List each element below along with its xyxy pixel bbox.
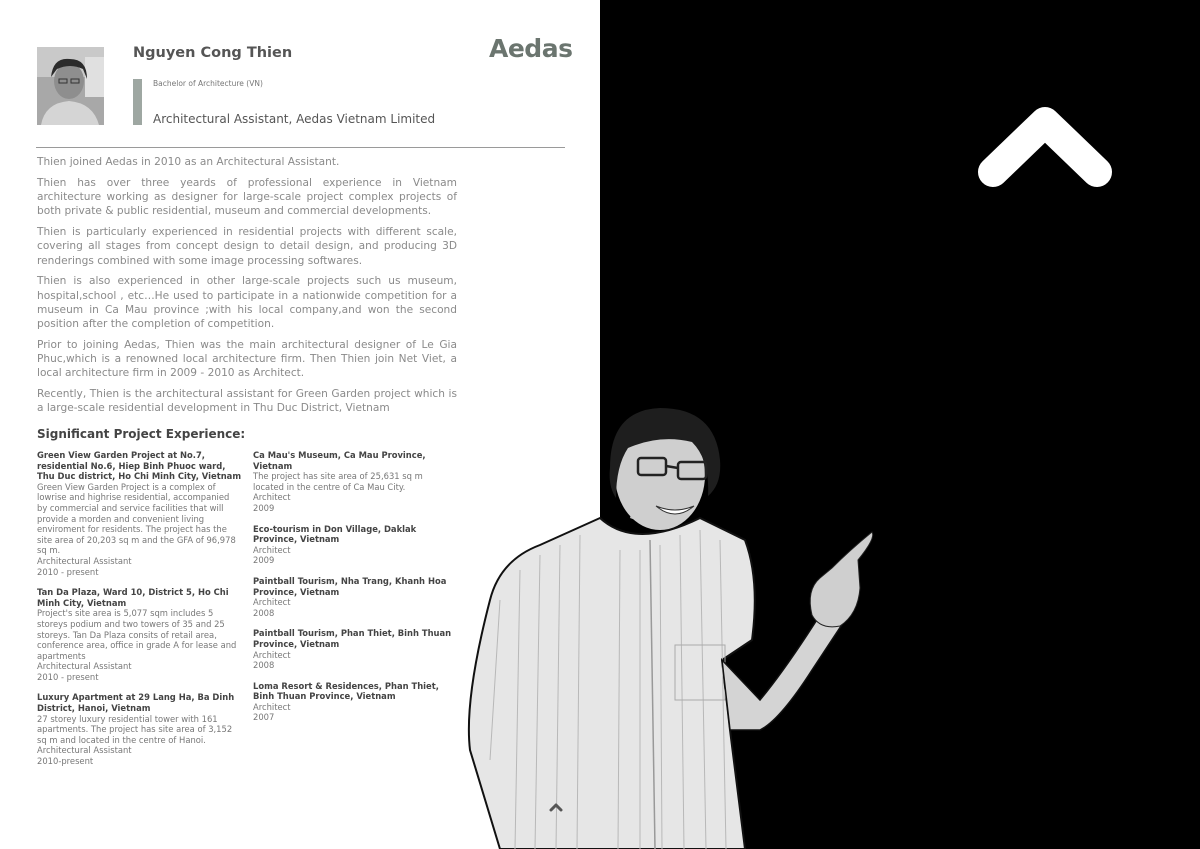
project-role: Architectural Assistant [37,555,132,566]
project-title: Eco-tourism in Don Village, Daklak Province, Vietnam [253,523,417,545]
project-year: 2010 - present [37,566,99,577]
project-year: 2009 [253,502,275,513]
accent-bar [133,79,142,125]
project-item [37,450,242,577]
project-title: Paintball Tourism, Phan Thiet, Binh Thuan Province, Vietnam [253,628,452,649]
project-role: Architect [253,597,291,608]
chevron-up-icon[interactable] [975,100,1115,195]
projects-column-1 [37,450,242,777]
project-role: Architect [253,701,291,712]
bio-paragraph: Thien is particularly experienced in residential projects with different scale, covering all stages from concept design to detail design, and producing 3D renderings combined with some image processing softwares. [37,225,457,267]
project-item [253,681,453,723]
projects-column-2 [253,450,453,733]
project-role: Architect [253,544,291,555]
bio [37,155,457,422]
person-photo [460,400,880,849]
project-year: 2009 [253,555,275,566]
project-item [253,628,453,670]
project-year: 2010-present [37,756,94,767]
project-item [253,524,453,566]
project-year: 2010 - present [37,671,99,682]
project-title: Loma Resort & Residences, Phan Thiet, Binh Thuan Province, Vietnam [253,680,439,702]
project-title: Ca Mau's Museum, Ca Mau Province, Vietnam [253,450,426,471]
project-role: Architect [253,649,291,660]
project-description: The project has site area of 25,631 sq m located in the centre of Ca Mau City. [253,471,423,492]
project-title: Green View Garden Project at No.7, residential No.6, Hiep Binh Phuoc ward, Thu Duc district, Ho Chi Minh City, Vietnam [37,450,242,482]
chevron-up-icon[interactable] [548,802,564,813]
projects-heading: Significant Project Experience: [37,427,246,441]
project-item [253,450,453,514]
project-year: 2008 [253,660,275,671]
avatar [37,47,104,125]
bio-paragraph: Thien has over three yeards of professional experience in Vietnam architecture working as designer for large-scale project complex projects of both private & public residential, museum and commercial developments. [37,176,457,218]
project-item [37,692,242,766]
project-item [37,587,242,682]
bio-paragraph: Thien is also experienced in other large-scale projects such us museum, hospital,school , etc…He used to participate in a nationwide competition for a museum in Ca Mau province ;with his local company,and won the second position after the completion of competition. [37,275,457,331]
project-year: 2008 [253,607,275,618]
project-description: Green View Garden Project is a complex of lowrise and highrise residential, accompanied by commercial and service facilities that will provide a morden and convenient living enviroment for residents. The project has the site area of 20,203 sq m and the GFA of 96,978 sq m. [37,481,236,556]
project-role: Architect [253,492,291,503]
header-divider [36,147,565,148]
profile-name: Nguyen Cong Thien [133,45,293,61]
bio-paragraph: Thien joined Aedas in 2010 as an Architectural Assistant. [37,156,340,168]
bio-paragraph: Prior to joining Aedas, Thien was the main architectural designer of Le Gia Phuc,which is a renowned local architecture firm. Then Thien join Net Viet, a local architecture firm in 2009 - 2010 as Architect. [37,338,457,380]
project-description: 27 storey luxury residential tower with 161 apartments. The project has site area of 3,152 sq m and located in the centre of Hanoi. [37,713,233,745]
bio-paragraph: Recently, Thien is the architectural assistant for Green Garden project which is a large-scale residential development in Thu Duc District, Vietnam [37,388,457,415]
project-role: Architectural Assistant [37,661,132,672]
project-title: Luxury Apartment at 29 Lang Ha, Ba Dinh District, Hanoi, Vietnam [37,692,235,714]
aedas-logo: Aedas [489,34,573,63]
project-year: 2007 [253,712,275,723]
project-item [253,576,453,618]
project-role: Architectural Assistant [37,745,132,756]
profile-role: Architectural Assistant, Aedas Vietnam Limited [153,112,436,126]
project-description: Project's site area is 5,077 sqm includes 5 storeys podium and two towers of 35 and 25 storeys. Tan Da Plaza consits of retail area, conference area, office in grade A for lease and apartments [37,608,237,661]
profile-degree: Bachelor of Architecture (VN) [153,79,263,88]
project-title: Paintball Tourism, Nha Trang, Khanh Hoa Province, Vietnam [253,575,447,597]
project-title: Tan Da Plaza, Ward 10, District 5, Ho Chi Minh City, Vietnam [37,587,229,608]
